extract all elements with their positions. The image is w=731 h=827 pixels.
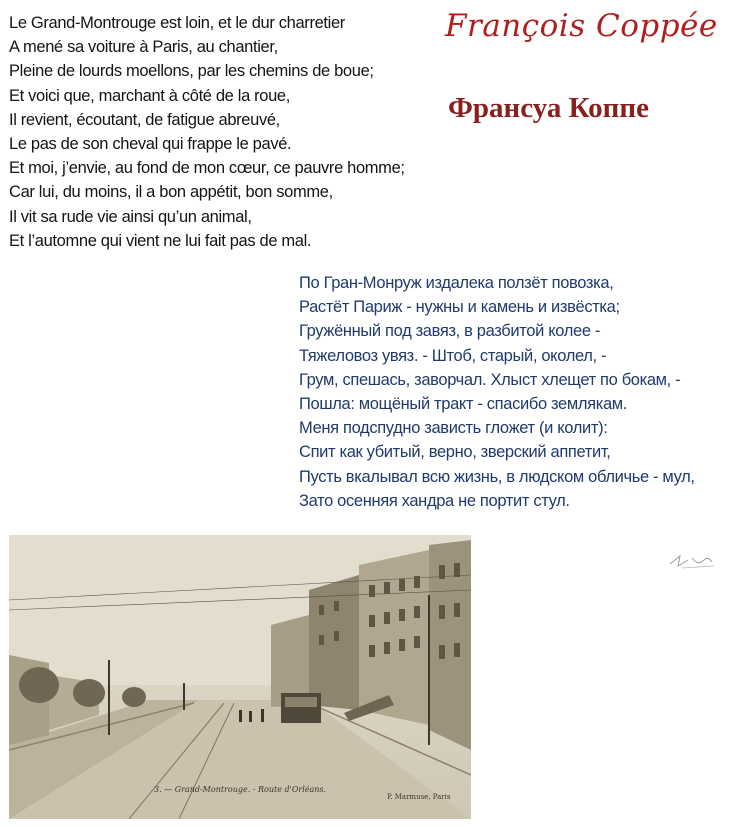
russian-poem <box>299 271 695 513</box>
russian-poem-line: Пошла: мощёный тракт - спасибо землякам. <box>299 395 628 414</box>
author-name-russian: Франсуа Коппе <box>448 92 649 124</box>
french-poem-line: Il vit sa rude vie ainsi qu’un animal, <box>9 207 252 226</box>
postcard-publisher: P. Marmuse, Paris <box>387 793 451 801</box>
signature-mark <box>668 546 718 576</box>
french-poem-line: Il revient, écoutant, de fatigue abreuvé, <box>9 110 280 129</box>
french-poem-line: Et l’automne qui vient ne lui fait pas de mal. <box>9 231 312 250</box>
author-name-french: François Coppée <box>445 8 718 44</box>
french-poem-line: Et moi, j’envie, au fond de mon cœur, ce pauvre homme; <box>9 159 405 178</box>
french-poem-line: Le pas de son cheval qui frappe le pavé. <box>9 135 292 154</box>
french-poem-line: Et voici que, marchant à côté de la roue, <box>9 86 290 105</box>
french-poem-line: Car lui, du moins, il a bon appétit, bon somme, <box>9 183 333 202</box>
russian-poem-line: По Гран-Монруж издалека ползёт повозка, <box>299 274 614 292</box>
french-poem-line: Le Grand-Montrouge est loin, et le dur charretier <box>9 14 345 32</box>
street-scene-illustration <box>9 535 471 819</box>
russian-poem-line: Пусть вкалывал всю жизнь, в людском обличье - мул, <box>299 467 695 486</box>
russian-poem-line: Зато осенняя хандра не портит стул. <box>299 491 570 510</box>
postcard-photo <box>9 535 471 819</box>
russian-poem-line: Тяжеловоз увяз. - Штоб, старый, околел, - <box>299 346 607 365</box>
russian-poem-line: Спит как убитый, верно, зверский аппетит, <box>299 443 611 462</box>
french-poem-line: Pleine de lourds moellons, par les chemins de boue; <box>9 62 374 81</box>
russian-poem-line: Грум, спешась, заворчал. Хлыст хлещет по бокам, - <box>299 370 681 389</box>
russian-poem-line: Растёт Париж - нужны и камень и извёстка; <box>299 298 620 317</box>
russian-poem-line: Гружённый под завяз, в разбитой колее - <box>299 322 601 341</box>
french-poem-line: A mené sa voiture à Paris, au chantier, <box>9 38 278 57</box>
postcard-caption: 3. — Grand-Montrouge. - Route d'Orléans. <box>154 785 327 794</box>
russian-poem-line: Меня подспудно зависть гложет (и колит): <box>299 419 608 438</box>
french-poem <box>9 11 405 253</box>
